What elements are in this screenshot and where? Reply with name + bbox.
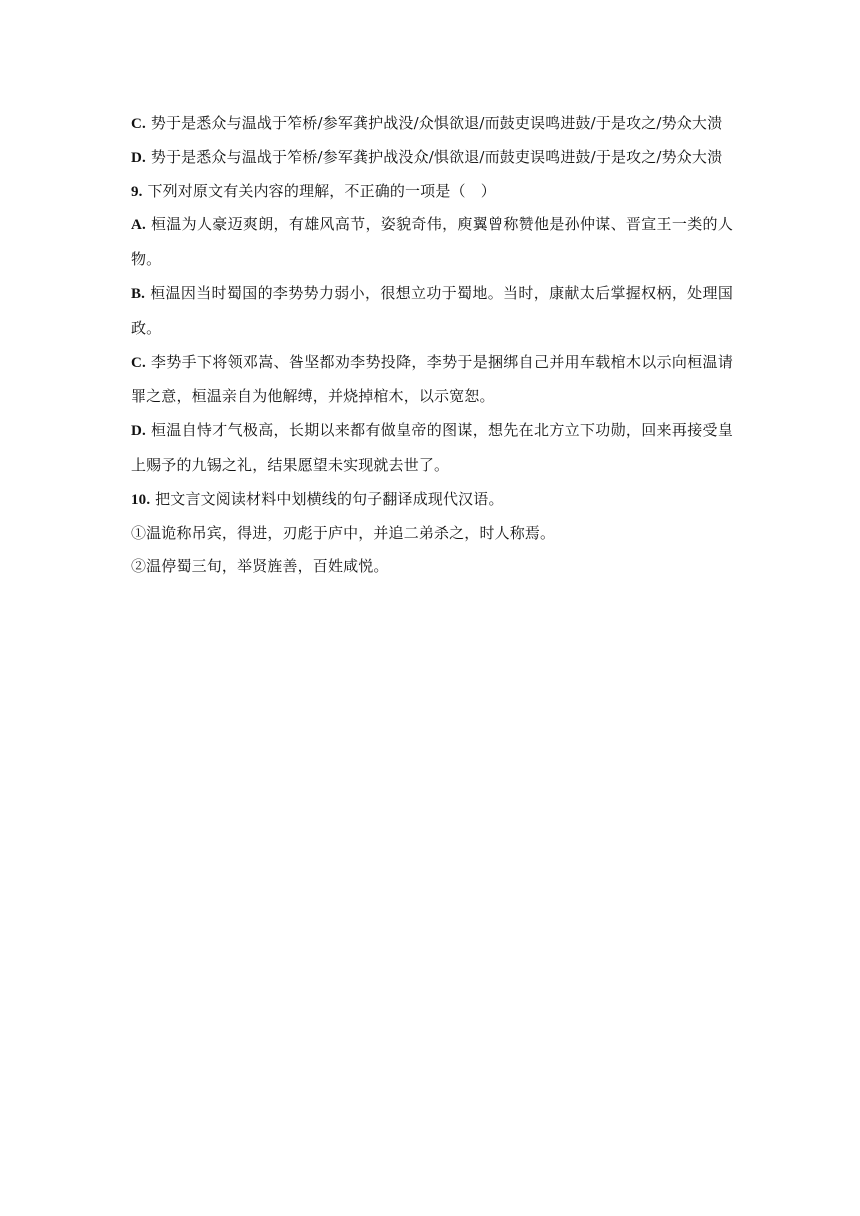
q10-stem <box>131 483 733 517</box>
q9-option-b <box>131 277 733 346</box>
option-separator: . <box>141 116 146 132</box>
option-separator: . <box>141 423 146 440</box>
translation-item: ②温停蜀三旬，举贤旌善，百姓咸悦。 <box>131 557 389 576</box>
q10-item-1 <box>131 517 733 551</box>
option-text: 桓温因当时蜀国的李势势力弱小，很想立功于蜀地。当时，康献太后掌握权柄，处理国政。 <box>131 283 733 337</box>
option-separator: . <box>141 285 146 302</box>
option-separator: . <box>141 149 146 166</box>
option-separator: . <box>141 354 146 371</box>
option-label: B <box>131 285 142 302</box>
q9-stem <box>131 175 733 209</box>
option-text: 桓温为人豪迈爽朗，有雄风高节，姿貌奇伟，庾翼曾称赞他是孙仲谋、晋宣王一类的人物。 <box>131 215 733 269</box>
option-text: 桓温自恃才气极高，长期以来都有做皇帝的图谋，想先在北方立下功勋，回来再接受皇上赐予的九锡之礼，结果愿望未实现就去世了。 <box>131 421 733 474</box>
question-content <box>131 107 733 584</box>
option-text: 势于是悉众与温战于笮桥/参军龚护战没众/惧欲退/而鼓吏误鸣进鼓/于是攻之/势众大溃 <box>150 147 723 166</box>
q8-option-c <box>131 107 733 141</box>
question-stem: 下列对原文有关内容的理解，不正确的一项是（ ） <box>147 181 496 200</box>
translation-item: ①温诡称吊宾，得进，刃彪于庐中，并追二弟杀之，时人称焉。 <box>131 523 556 542</box>
option-label: D <box>131 423 142 440</box>
q10-item-2 <box>131 550 733 584</box>
option-label: C <box>131 116 142 132</box>
question-number: 9 <box>131 183 139 200</box>
option-label: C <box>131 354 142 371</box>
question-separator: . <box>146 491 151 508</box>
option-label: A <box>131 217 142 234</box>
q9-option-a <box>131 208 733 277</box>
option-separator: . <box>141 217 146 234</box>
question-stem: 把文言文阅读材料中划横线的句子翻译成现代汉语。 <box>155 489 504 508</box>
q9-option-d <box>131 414 733 483</box>
question-number: 10 <box>131 491 147 508</box>
option-text: 势于是悉众与温战于笮桥/参军龚护战没/众惧欲退/而鼓吏误鸣进鼓/于是攻之/势众大溃 <box>150 114 723 132</box>
question-separator: . <box>138 183 143 200</box>
option-text: 李势手下将领邓嵩、昝坚都劝李势投降，李势于是捆绑自己并用车载棺木以示向桓温请罪之意，桓温亲自为他解缚，并烧掉棺木，以示宽恕。 <box>131 352 733 406</box>
option-label: D <box>131 149 142 166</box>
q9-option-c <box>131 346 733 415</box>
q8-option-d <box>131 141 733 175</box>
